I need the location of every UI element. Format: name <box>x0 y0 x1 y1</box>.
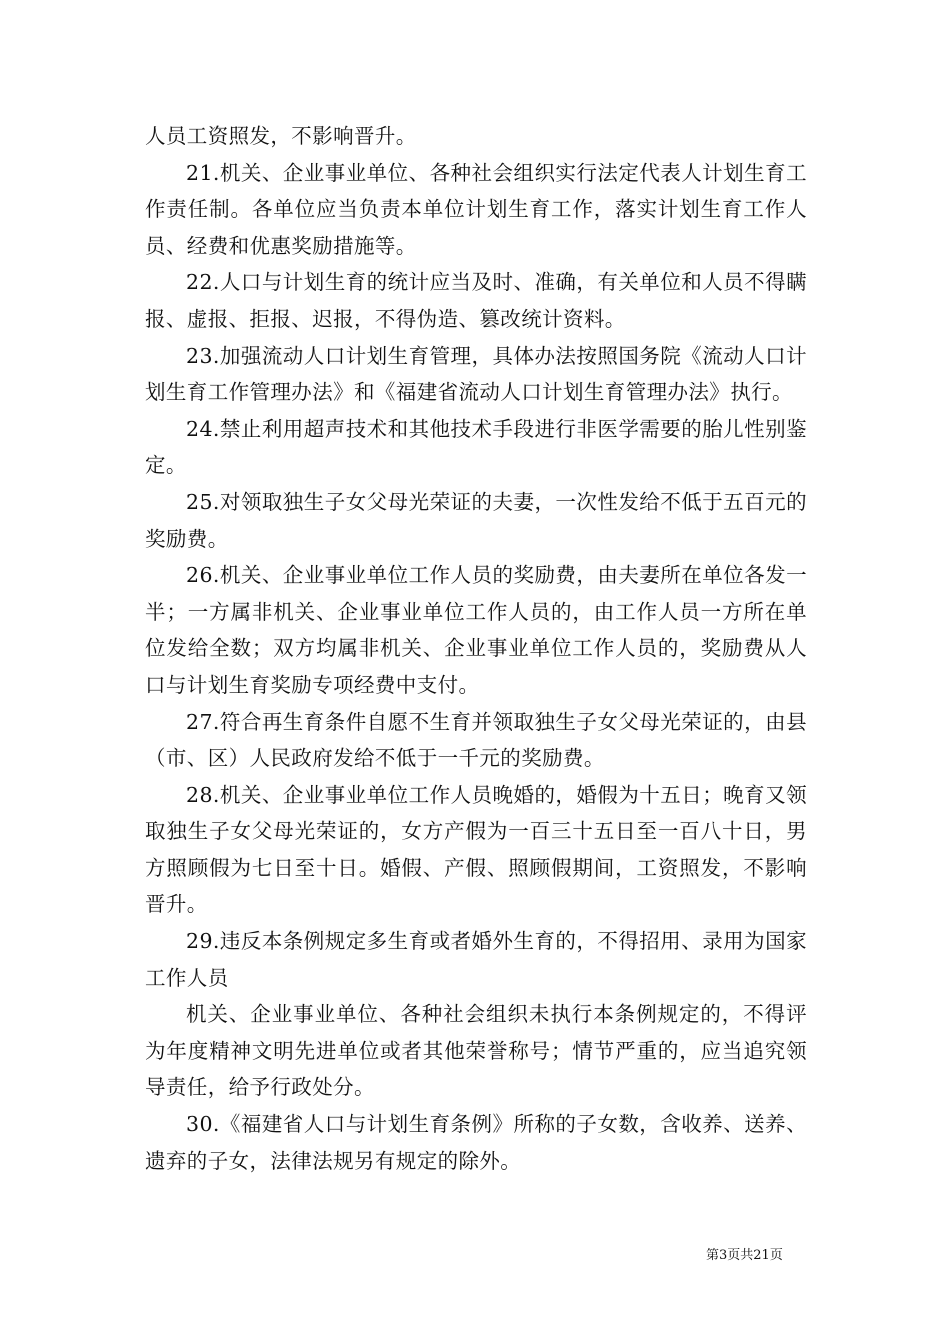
paragraph-item-29: 29.违反本条例规定多生育或者婚外生育的，不得招用、录用为国家工作人员 <box>145 929 807 990</box>
document-body <box>145 118 807 1179</box>
page-number-footer: 第3页共21页 <box>706 1248 783 1263</box>
paragraph-item-27: 27.符合再生育条件自愿不生育并领取独生子女父母光荣证的，由县（市、区）人民政府发给不低于一千元的奖励费。 <box>145 709 807 771</box>
paragraph-item-29-sub: 机关、企业事业单位、各种社会组织未执行本条例规定的，不得评为年度精神文明先进单位或者其他荣誉称号；情节严重的，应当追究领导责任，给予行政处分。 <box>145 1002 807 1100</box>
paragraph-item-24: 24.禁止利用超声技术和其他技术手段进行非医学需要的胎儿性别鉴定。 <box>145 416 807 478</box>
paragraph-item-30: 30.《福建省人口与计划生育条例》所称的子女数，含收养、送养、遗弃的子女，法律法规另有规定的除外。 <box>145 1112 807 1173</box>
paragraph-item-23: 23.加强流动人口计划生育管理，具体办法按照国务院《流动人口计划生育工作管理办法》和《福建省流动人口计划生育管理办法》执行。 <box>145 343 807 405</box>
paragraph-item-25: 25.对领取独生子女父母光荣证的夫妻，一次性发给不低于五百元的奖励费。 <box>145 489 807 551</box>
paragraph-continuation: 人员工资照发，不影响晋升。 <box>145 124 417 148</box>
paragraph-item-26: 26.机关、企业事业单位工作人员的奖励费，由夫妻所在单位各发一半；一方属非机关、企业事业单位工作人员的，由工作人员一方所在单位发给全数；双方均属非机关、企业事业单位工作人员的，奖励费从人口与计划生育奖励专项经费中支付。 <box>145 563 807 697</box>
paragraph-item-22: 22.人口与计划生育的统计应当及时、准确，有关单位和人员不得瞒报、虚报、拒报、迟报，不得伪造、篡改统计资料。 <box>145 270 807 331</box>
paragraph-item-28: 28.机关、企业事业单位工作人员晚婚的，婚假为十五日；晚育又领取独生子女父母光荣证的，女方产假为一百三十五日至一百八十日，男方照顾假为七日至十日。婚假、产假、照顾假期间，工资照发，不影响晋升。 <box>145 782 807 917</box>
paragraph-item-21: 21.机关、企业事业单位、各种社会组织实行法定代表人计划生育工作责任制。各单位应当负责本单位计划生育工作，落实计划生育工作人员、经费和优惠奖励措施等。 <box>145 160 807 258</box>
